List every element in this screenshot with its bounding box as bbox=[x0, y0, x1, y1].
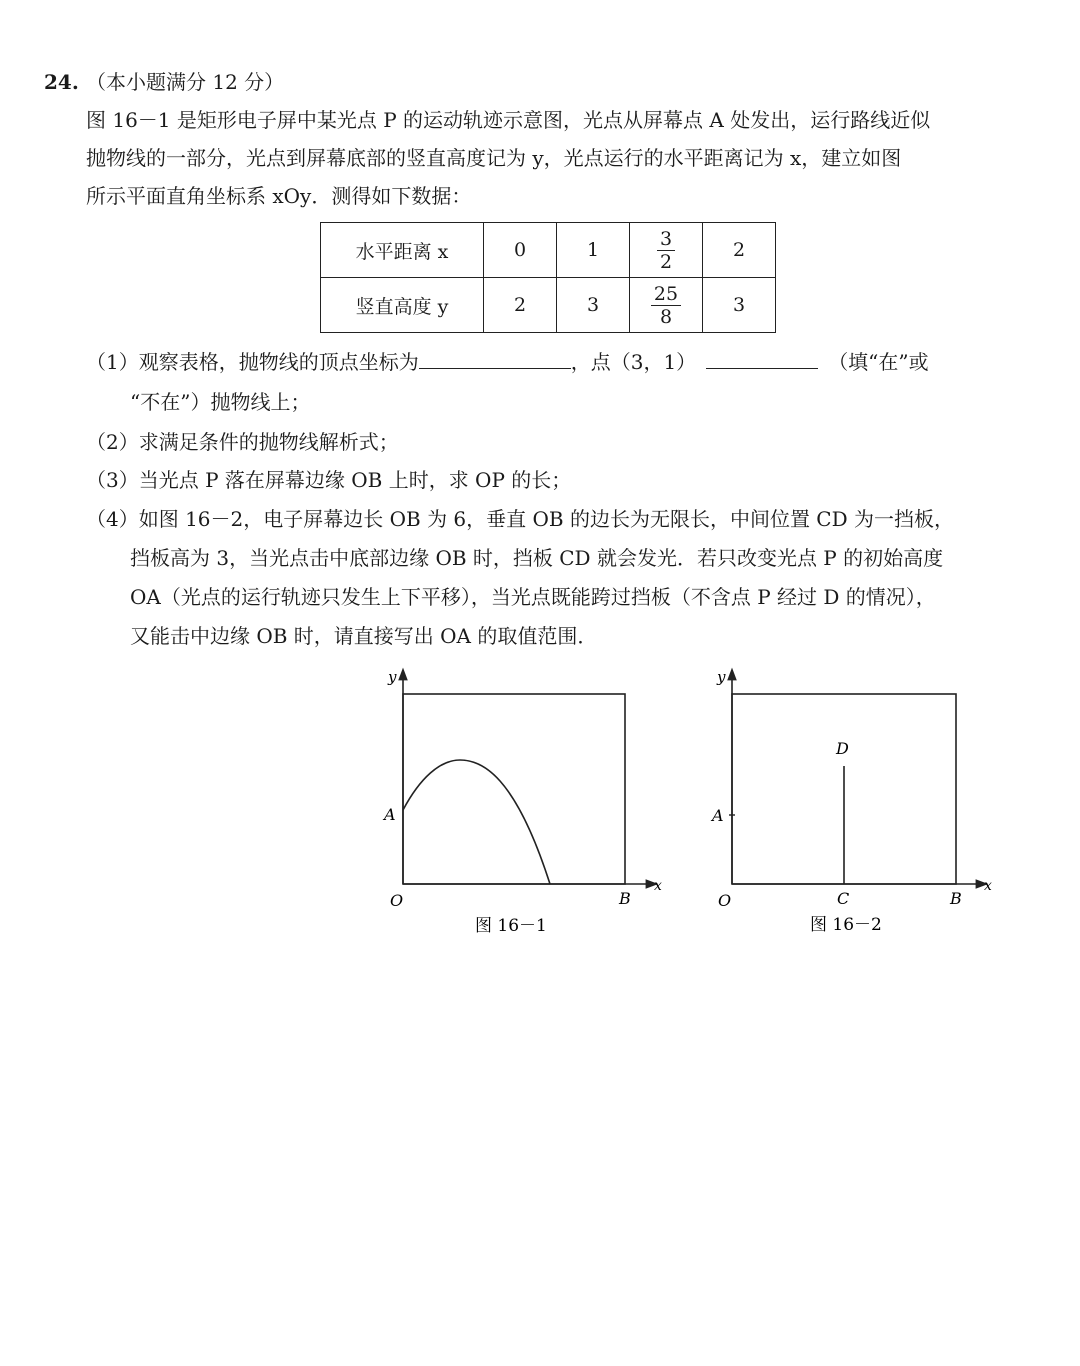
data-table bbox=[320, 222, 776, 333]
label-B: B bbox=[950, 889, 962, 908]
label-y: y bbox=[717, 668, 726, 686]
parabola-trajectory bbox=[403, 760, 550, 884]
q1-blank-on-curve[interactable] bbox=[706, 350, 818, 369]
q1-part-b: ，点（3，1） bbox=[570, 350, 697, 374]
question-1 bbox=[86, 348, 929, 376]
fraction bbox=[651, 283, 681, 328]
screen-rectangle bbox=[403, 694, 625, 884]
question-4-line-2: 挡板高为 3，当光点击中底部边缘 OB 时，挡板 CD 就会发光．若只改变光点 P 的初始高度 bbox=[130, 546, 944, 570]
label-A: A bbox=[384, 805, 396, 824]
q1-blank-vertex[interactable] bbox=[419, 350, 571, 369]
x-cell-3: 2 bbox=[703, 223, 776, 278]
y-cell-1: 3 bbox=[557, 278, 630, 333]
q1-part-a: （1）观察表格，抛物线的顶点坐标为 bbox=[86, 350, 419, 374]
label-A: A bbox=[712, 806, 724, 825]
x-cell-1: 1 bbox=[557, 223, 630, 278]
intro-line-2: 抛物线的一部分，光点到屏幕底部的竖直高度记为 y，光点运行的水平距离记为 x，建立如图 bbox=[86, 146, 902, 170]
score-note: （本小题满分 12 分） bbox=[86, 70, 285, 94]
question-4-line-4: 又能击中边缘 OB 时，请直接写出 OA 的取值范围． bbox=[130, 624, 598, 648]
fraction bbox=[657, 228, 675, 273]
y-cell-3: 3 bbox=[703, 278, 776, 333]
caption-fig2: 图 16－2 bbox=[810, 915, 882, 935]
intro-line-3: 所示平面直角坐标系 xOy．测得如下数据： bbox=[86, 184, 472, 208]
label-D: D bbox=[836, 739, 849, 758]
figure-16-1 bbox=[370, 660, 670, 940]
fraction-numerator: 3 bbox=[657, 228, 675, 251]
fraction-numerator: 25 bbox=[651, 283, 681, 306]
row-label-y: 竖直高度 y bbox=[321, 278, 484, 333]
question-3: （3）当光点 P 落在屏幕边缘 OB 上时，求 OP 的长； bbox=[86, 468, 572, 492]
question-4-line-1: （4）如图 16－2，电子屏幕边长 OB 为 6，垂直 OB 的边长为无限长，中间位置 CD 为一挡板， bbox=[86, 507, 955, 531]
row-label-x: 水平距离 x bbox=[321, 223, 484, 278]
y-cell-0: 2 bbox=[484, 278, 557, 333]
label-B: B bbox=[619, 889, 631, 908]
problem-number: 24. bbox=[44, 70, 79, 94]
label-x: x bbox=[984, 878, 992, 894]
label-y: y bbox=[388, 668, 397, 686]
label-x: x bbox=[654, 878, 662, 894]
fraction-denominator: 2 bbox=[659, 250, 673, 273]
figure-16-2 bbox=[700, 660, 1000, 940]
q1-part-c: （填“在”或 bbox=[828, 350, 929, 374]
intro-line-1: 图 16－1 是矩形电子屏中某光点 P 的运动轨迹示意图，光点从屏幕点 A 处发出，运行路线近似 bbox=[86, 108, 931, 132]
label-O: O bbox=[718, 891, 732, 910]
question-2: （2）求满足条件的抛物线解析式； bbox=[86, 430, 399, 454]
label-C: C bbox=[837, 889, 850, 908]
question-4-line-3: OA（光点的运行轨迹只发生上下平移），当光点既能跨过挡板（不含点 P 经过 D 的情况）， bbox=[130, 585, 936, 609]
y-cell-frac bbox=[630, 278, 703, 333]
x-cell-0: 0 bbox=[484, 223, 557, 278]
caption-fig1: 图 16－1 bbox=[475, 916, 547, 936]
label-O: O bbox=[390, 891, 404, 910]
question-1-cont: “不在”）抛物线上； bbox=[130, 390, 311, 414]
fraction-denominator: 8 bbox=[659, 305, 673, 328]
x-cell-frac bbox=[630, 223, 703, 278]
